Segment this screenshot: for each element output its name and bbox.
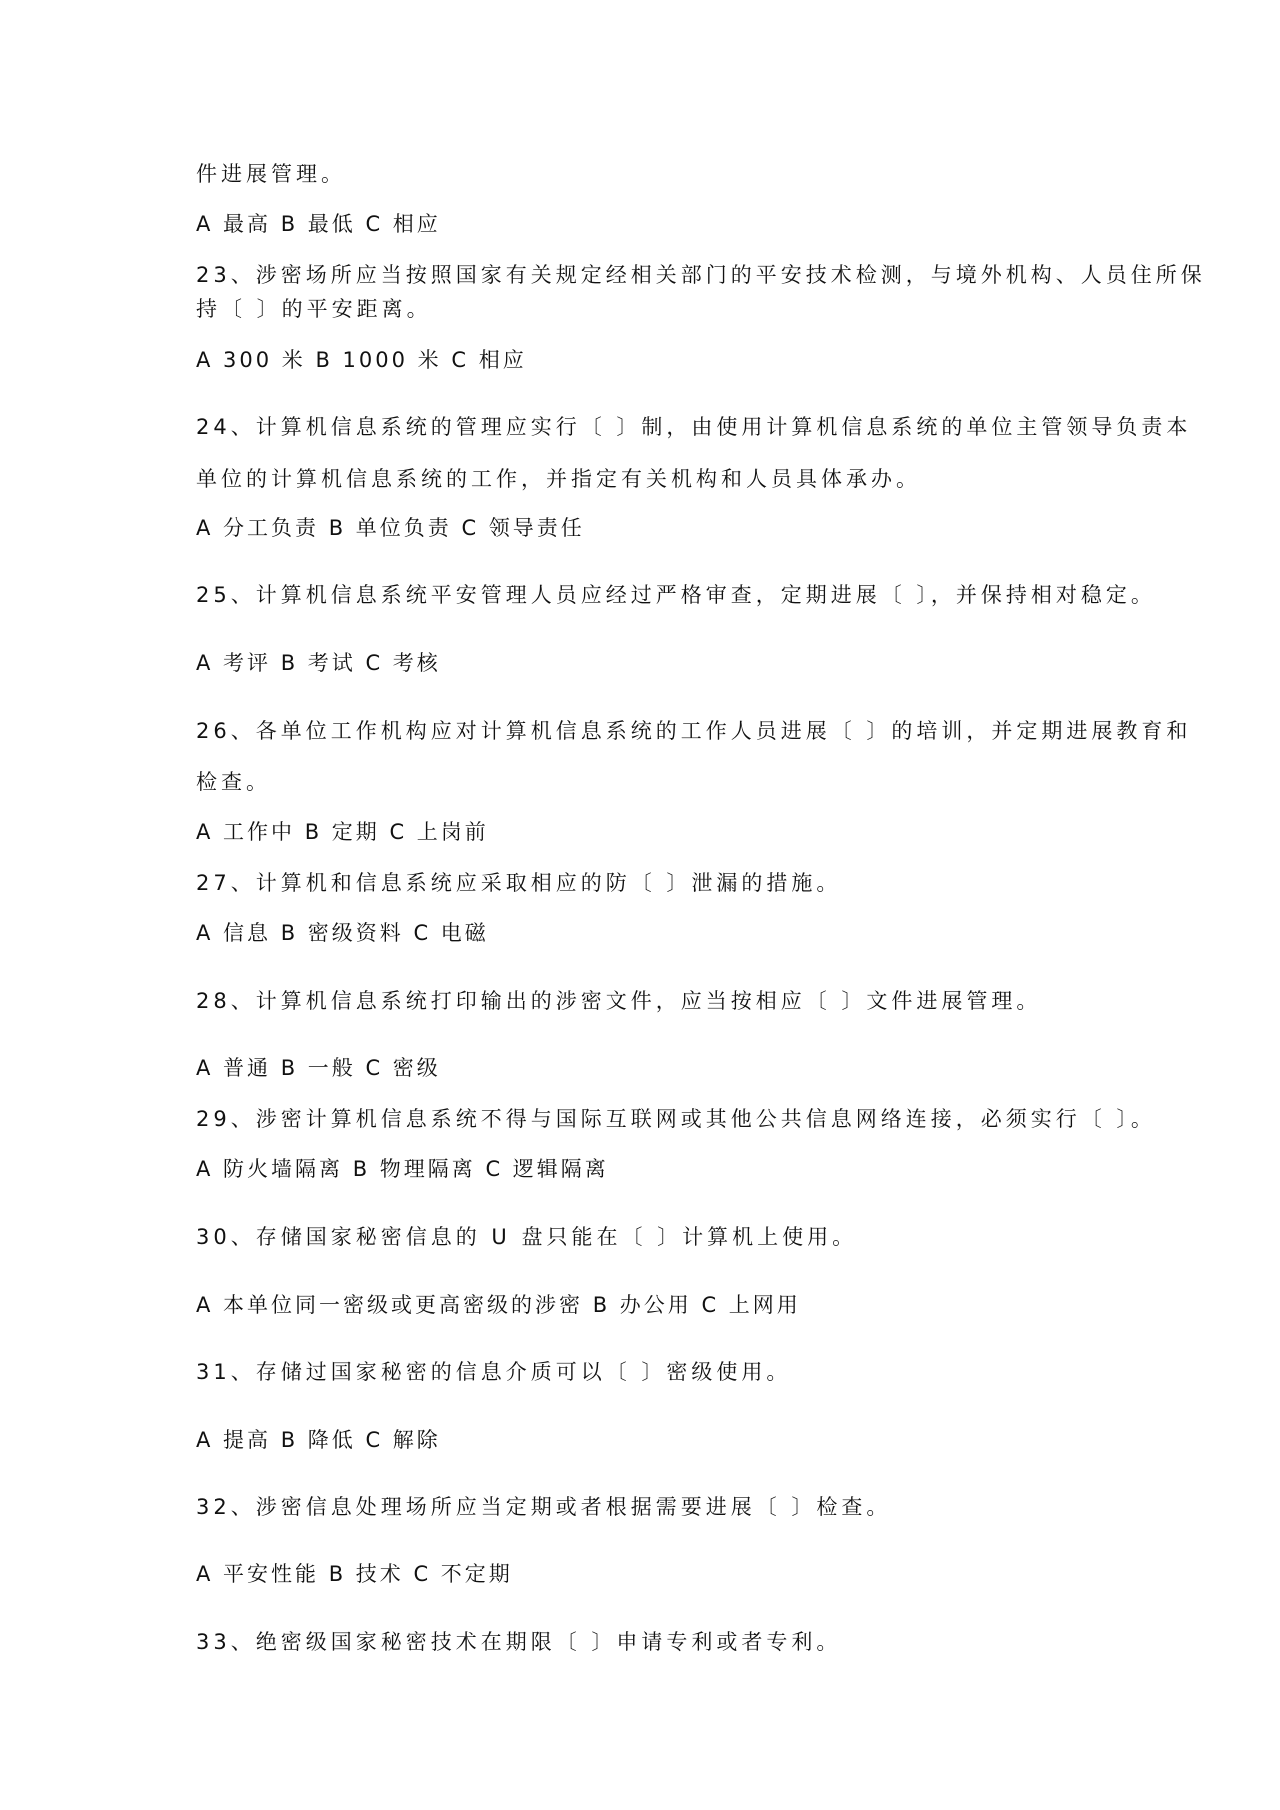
answer-options-26: A 工作中 B 定期 C 上岗前 bbox=[196, 820, 489, 844]
question-26: 26、各单位工作机构应对计算机信息系统的工作人员进展〔 〕的培训，并定期进展教育和 bbox=[196, 719, 1192, 743]
text-line-1: 件进展管理。 bbox=[196, 162, 346, 186]
question-33: 33、绝密级国家秘密技术在期限〔 〕申请专利或者专利。 bbox=[196, 1630, 842, 1654]
answer-options-30: A 本单位同一密级或更高密级的涉密 B 办公用 C 上网用 bbox=[196, 1293, 801, 1317]
answer-options-24: A 分工负责 B 单位负责 C 领导责任 bbox=[196, 516, 585, 540]
question-32: 32、涉密信息处理场所应当定期或者根据需要进展〔 〕检查。 bbox=[196, 1495, 892, 1519]
answer-options-29: A 防火墙隔离 B 物理隔离 C 逻辑隔离 bbox=[196, 1157, 609, 1181]
answer-options-27: A 信息 B 密级资料 C 电磁 bbox=[196, 921, 489, 945]
question-24-cont: 单位的计算机信息系统的工作，并指定有关机构和人员具体承办。 bbox=[196, 467, 921, 491]
answer-options-22: A 最高 B 最低 C 相应 bbox=[196, 212, 441, 236]
question-28: 28、计算机信息系统打印输出的涉密文件，应当按相应〔 〕文件进展管理。 bbox=[196, 989, 1042, 1013]
question-27: 27、计算机和信息系统应采取相应的防〔 〕泄漏的措施。 bbox=[196, 871, 842, 895]
question-30: 30、存储国家秘密信息的 U 盘只能在〔 〕计算机上使用。 bbox=[196, 1225, 858, 1249]
question-24: 24、计算机信息系统的管理应实行〔 〕制，由使用计算机信息系统的单位主管领导负责本 bbox=[196, 415, 1192, 439]
answer-options-32: A 平安性能 B 技术 C 不定期 bbox=[196, 1562, 513, 1586]
answer-options-23: A 300 米 B 1000 米 C 相应 bbox=[196, 348, 527, 372]
question-31: 31、存储过国家秘密的信息介质可以〔 〕密级使用。 bbox=[196, 1360, 792, 1384]
answer-options-25: A 考评 B 考试 C 考核 bbox=[196, 651, 441, 675]
question-23-cont: 持〔 〕的平安距离。 bbox=[196, 297, 432, 321]
answer-options-31: A 提高 B 降低 C 解除 bbox=[196, 1428, 441, 1452]
question-29: 29、涉密计算机信息系统不得与国际互联网或其他公共信息网络连接，必须实行〔 〕。 bbox=[196, 1107, 1156, 1131]
question-25: 25、计算机信息系统平安管理人员应经过严格审查，定期进展〔 〕，并保持相对稳定。 bbox=[196, 583, 1156, 607]
answer-options-28: A 普通 B 一般 C 密级 bbox=[196, 1056, 441, 1080]
question-23: 23、涉密场所应当按照国家有关规定经相关部门的平安技术检测，与境外机构、人员住所保 bbox=[196, 263, 1206, 287]
question-26-cont: 检查。 bbox=[196, 770, 271, 794]
